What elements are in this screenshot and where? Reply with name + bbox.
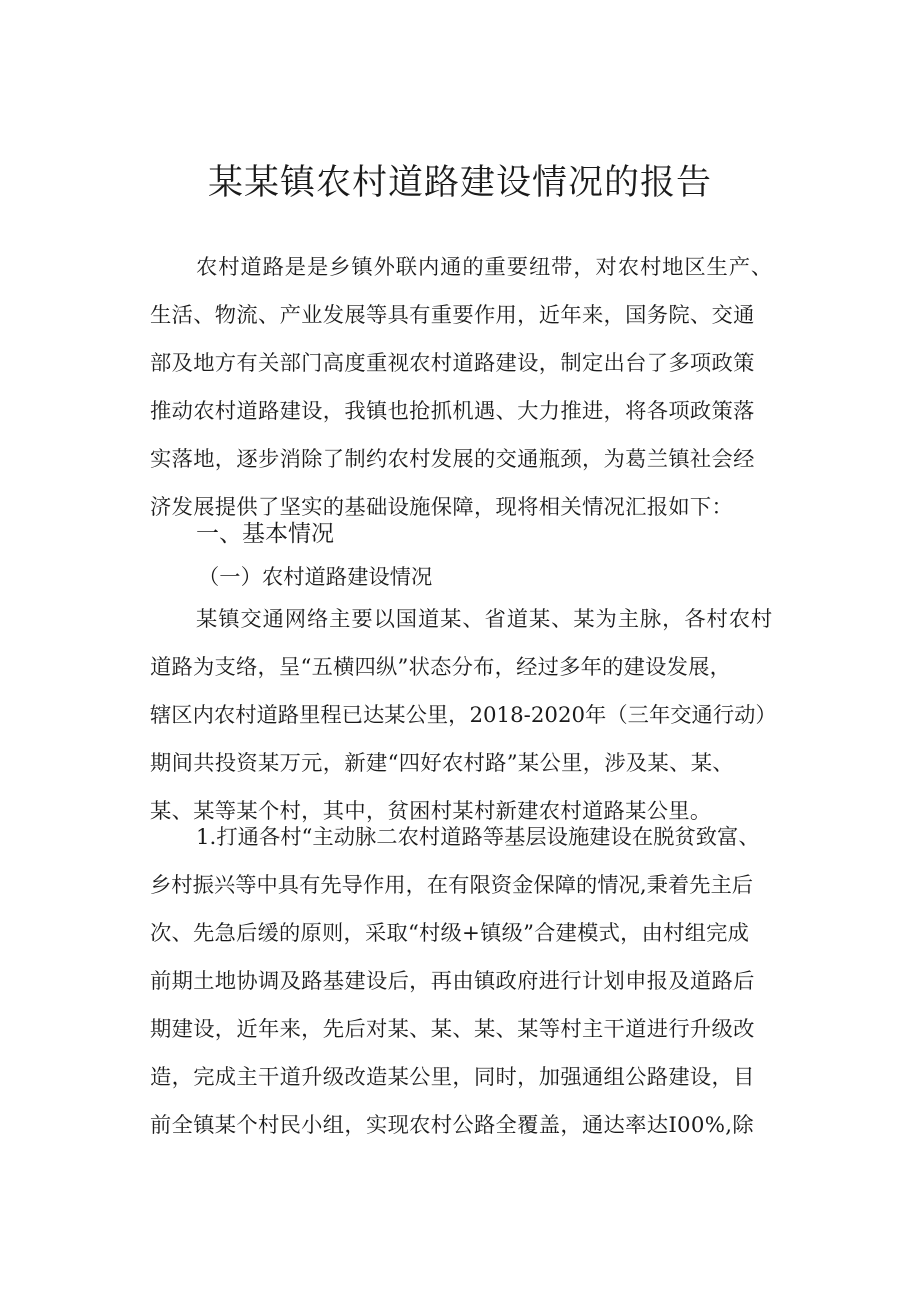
intro-line-4: 推动农村道路建设，我镇也抢抓机遇、大力推进，将各项政策落 xyxy=(150,399,755,424)
section-heading-basic: 一、基本情况 xyxy=(196,521,334,547)
para3-line-7: 前全镇某个村民小组，实现农村公路全覆盖，通达率达I00%,除 xyxy=(150,1113,754,1138)
intro-line-5: 实落地，逐步消除了制约农村发展的交通瓶颈，为葛兰镇社会经 xyxy=(150,447,755,472)
subsection-heading-road-construction: （一）农村道路建设情况 xyxy=(198,565,433,590)
intro-line-3: 部及地方有关部门高度重视农村道路建设，制定出台了多项政策 xyxy=(150,351,755,376)
para2-line-2: 道路为支络，呈“五横四纵”状态分布，经过多年的建设发展， xyxy=(150,655,732,680)
para2-line-5: 某、某等某个村，其中，贫困村某村新建农村道路某公里。 xyxy=(150,799,712,824)
intro-line-6: 济发展提供了坚实的基础设施保障，现将相关情况汇报如下： xyxy=(150,495,734,520)
para3-line-2: 乡村振兴等中具有先导作用，在有限资金保障的情况,秉着先主后 xyxy=(150,873,754,898)
intro-line-2: 生活、物流、产业发展等具有重要作用，近年来，国务院、交通 xyxy=(150,303,755,328)
para3-line-5: 期建设，近年来，先后对某、某、某、某等村主干道进行升级改 xyxy=(150,1017,755,1042)
document-title: 某某镇农村道路建设情况的报告 xyxy=(207,163,712,203)
para3-line-1: 1.打通各村“主动脉二农村道路等基层设施建设在脱贫致富、 xyxy=(196,825,760,850)
para3-line-4: 前期土地协调及路基建设后，再由镇政府进行计划申报及道路后 xyxy=(150,969,755,994)
para2-line-1: 某镇交通网络主要以国道某、省道某、某为主脉，各村农村 xyxy=(196,607,774,632)
para3-line-3: 次、先急后缓的原则，采取“村级+镇级”合建模式，由村组完成 xyxy=(150,921,750,946)
intro-line-1: 农村道路是是乡镇外联内通的重要纽带，对农村地区生产、 xyxy=(196,255,774,280)
para3-line-6: 造，完成主干道升级改造某公里，同时，加强通组公路建设，目 xyxy=(150,1065,755,1090)
para2-line-4: 期间共投资某万元，新建“四好农村路”某公里，涉及某、某、 xyxy=(150,751,734,776)
para2-line-3: 辖区内农村道路里程已达某公里，2018-2020年（三年交通行动） xyxy=(150,703,777,728)
